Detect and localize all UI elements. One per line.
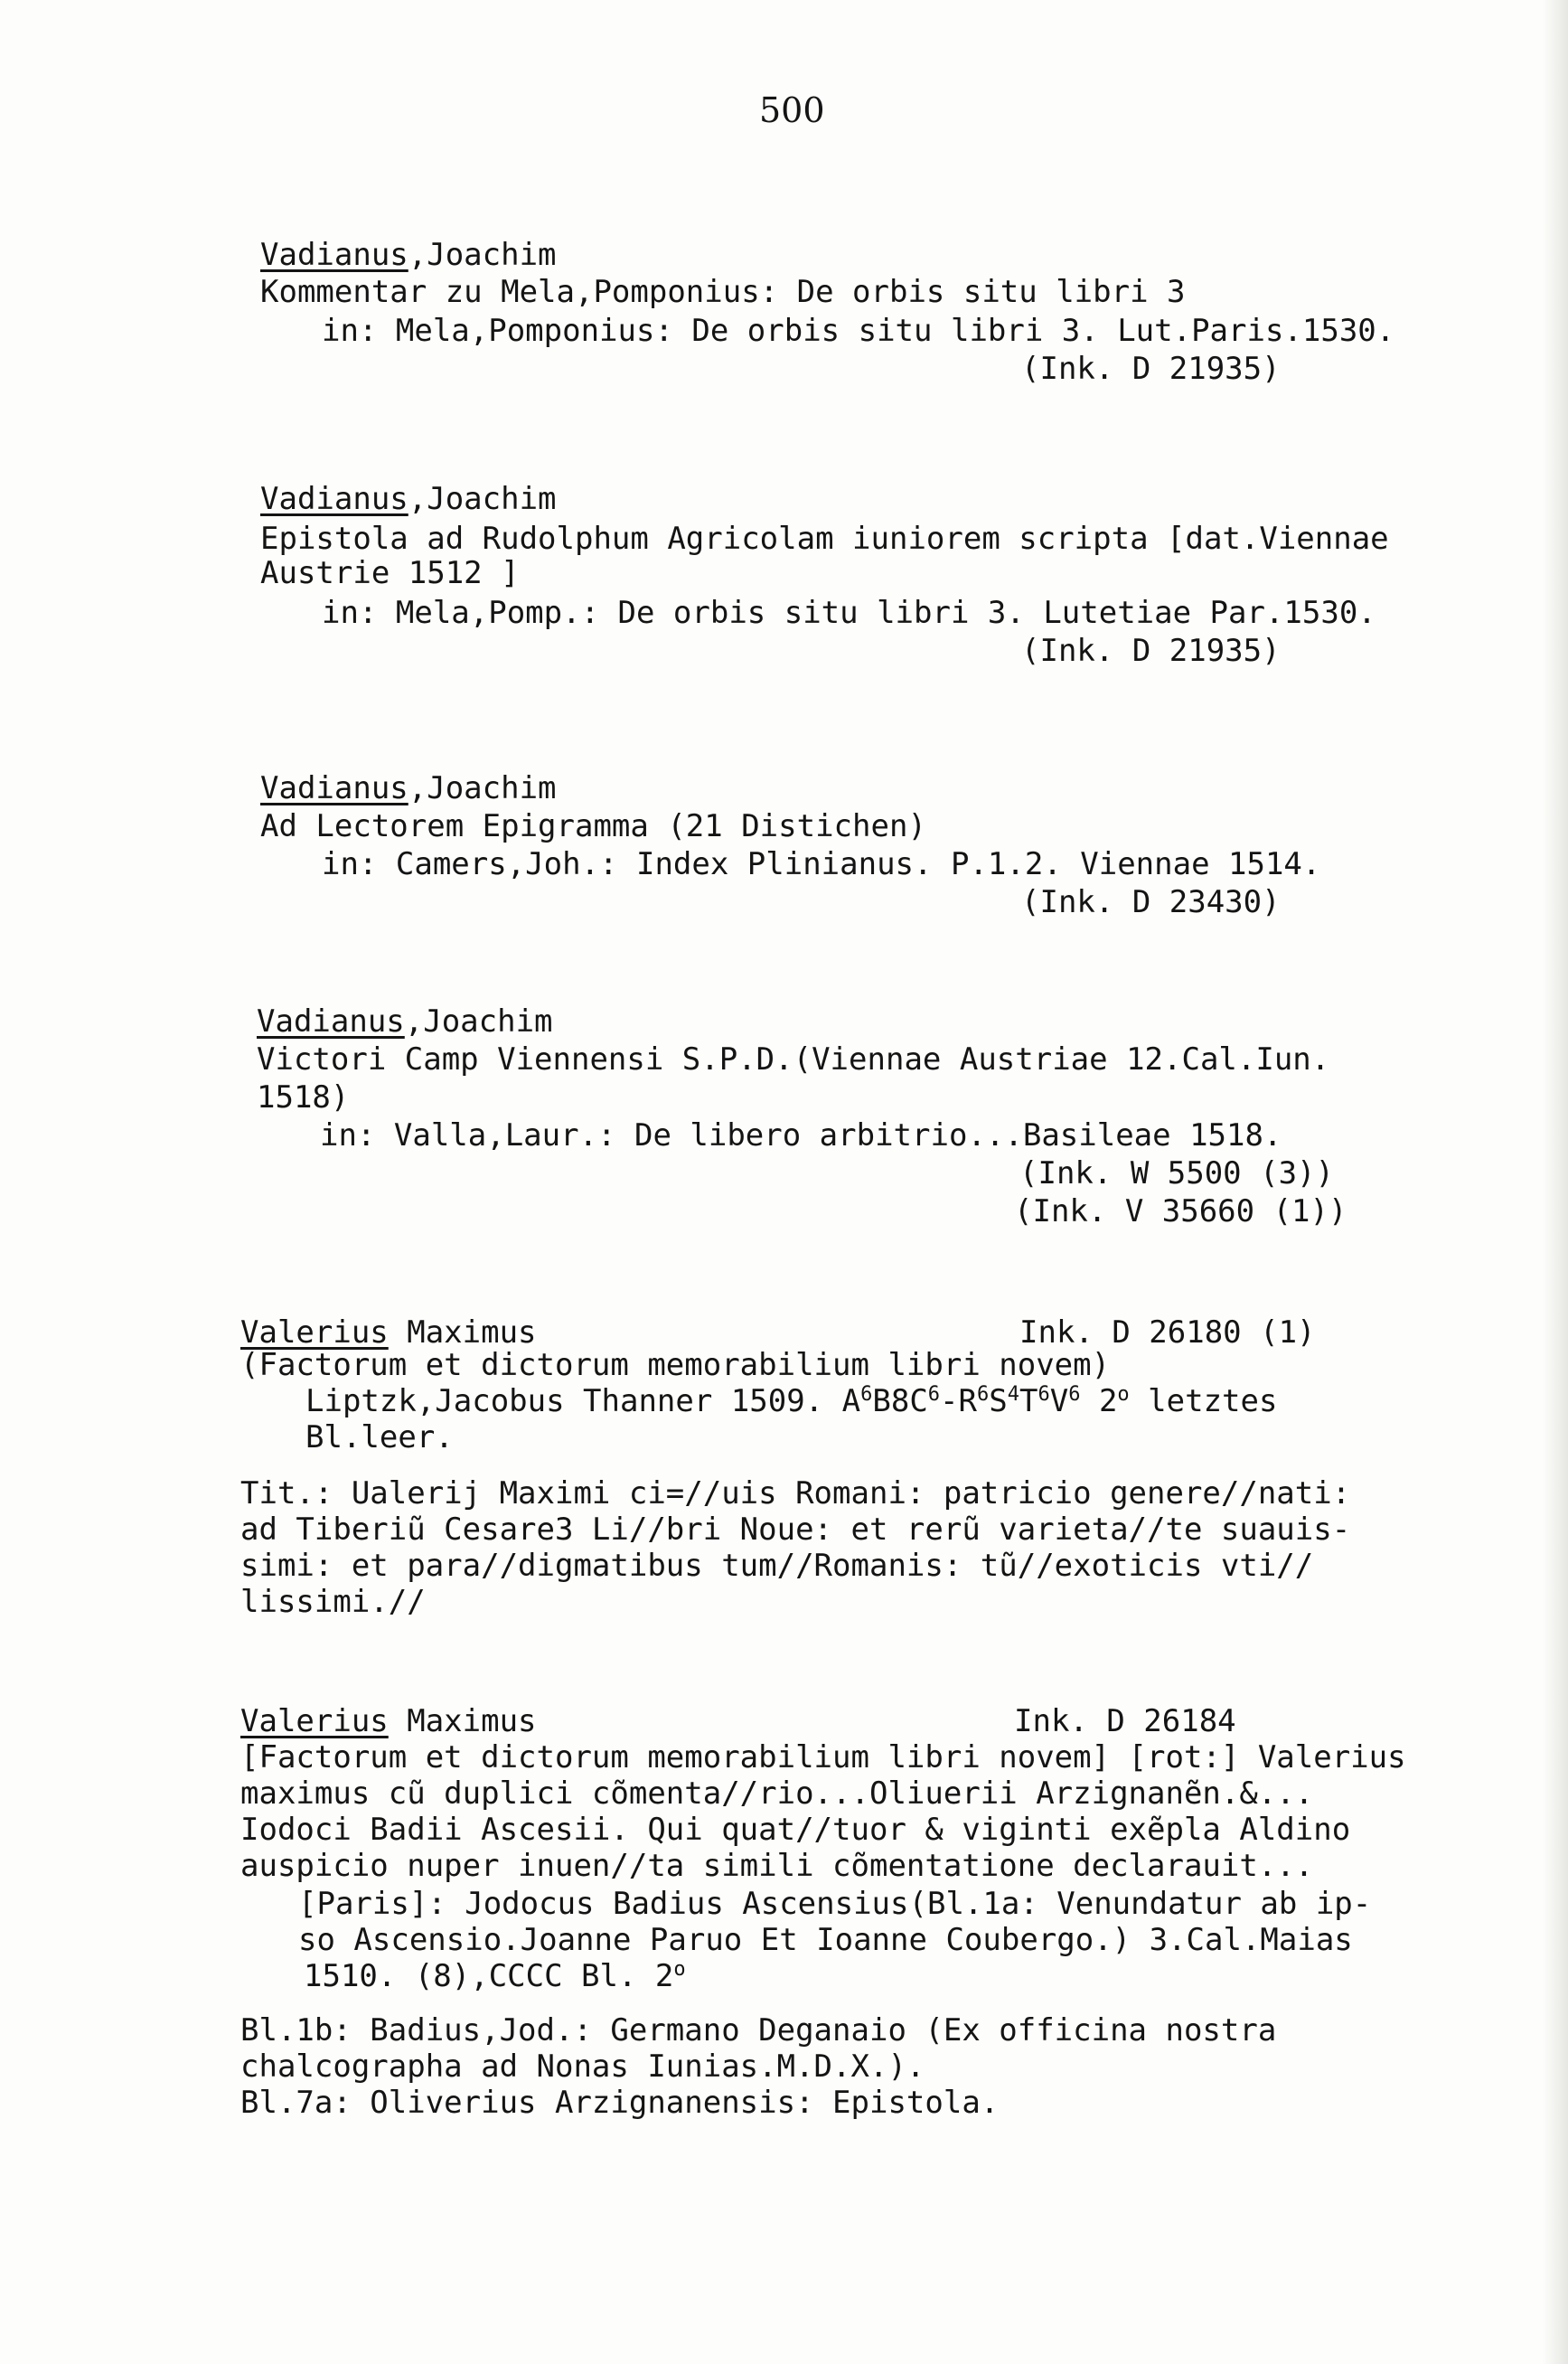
entry-title: (Factorum et dictorum memorabilium libri novem): [240, 1347, 1111, 1383]
entry-heading: [240, 1703, 537, 1739]
shelfmark: Ink. D 26184: [1014, 1703, 1236, 1739]
imprint-text: Liptzk,Jacobus Thanner 1509.: [305, 1383, 824, 1419]
page-edge-shadow: [1543, 0, 1568, 2364]
author-surname: Vadianus: [260, 770, 408, 806]
entry-title: Epistola ad Rudolphum Agricolam iuniorem scripta [dat.Viennae: [260, 521, 1389, 557]
entry-title: Victori Camp Viennensi S.P.D.(Viennae Austriae 12.Cal.Iun.: [257, 1041, 1330, 1078]
entry-heading: [240, 1314, 537, 1351]
author-forename: ,Joachim: [408, 237, 557, 273]
shelfmark: (Ink. W 5500 (3)): [1019, 1155, 1334, 1191]
entry-source: in: Valla,Laur.: De libero arbitrio...Basileae 1518.: [320, 1117, 1282, 1154]
shelfmark: (Ink. V 35660 (1)): [1014, 1193, 1347, 1229]
note-line: Bl.7a: Oliverius Arzignanensis: Epistola.: [240, 2085, 1000, 2121]
entry-title-continued: Austrie 1512 ]: [260, 555, 520, 591]
title-transcription: lissimi.//: [240, 1584, 426, 1620]
imprint-continued: so Ascensio.Joanne Paruo Et Ioanne Coubergo.) 3.Cal.Maias: [298, 1922, 1353, 1958]
entry-heading: [257, 1003, 553, 1040]
imprint: [Paris]: Jodocus Badius Ascensius(Bl.1a: Venundatur ab ip-: [298, 1886, 1372, 1922]
imprint: [305, 1383, 1277, 1419]
entry-heading: [260, 770, 557, 806]
imprint-continued: Bl.leer.: [305, 1419, 454, 1455]
page-number: 500: [759, 90, 825, 130]
entry-heading: [260, 481, 557, 517]
author-forename: ,Joachim: [408, 481, 557, 517]
author-surname: Vadianus: [260, 481, 408, 517]
note-line: Bl.1b: Badius,Jod.: Germano Deganaio (Ex officina nostra: [240, 2012, 1277, 2048]
shelfmark: (Ink. D 21935): [1021, 351, 1281, 387]
entry-source: in: Camers,Joh.: Index Plinianus. P.1.2. Viennae 1514.: [322, 846, 1321, 882]
entry-title: Ad Lectorem Epigramma (21 Distichen): [260, 808, 926, 844]
imprint-continued: 1510. (8),CCCC Bl. 2$^o$: [304, 1958, 686, 1994]
entry-heading: [260, 237, 557, 273]
author-surname: Vadianus: [260, 237, 408, 273]
shelfmark: Ink. D 26180 (1): [1019, 1314, 1316, 1351]
collation: $A^6B8C^6-R^6S^4T^6V^6$ 2$^o$ letztes: [841, 1383, 1278, 1419]
note-line: chalcographa ad Nonas Iunias.M.D.X.).: [240, 2048, 925, 2085]
title-transcription: ad Tiberiũ Cesare3 Li//bri Noue: et rerũ varieta//te suauis-: [240, 1512, 1351, 1548]
title-transcription: Tit.: Ualerij Maximi ci=//uis Romani: patricio genere//nati:: [240, 1475, 1351, 1512]
shelfmark: (Ink. D 21935): [1021, 633, 1281, 669]
entry-title-continued: maximus cũ duplici cõmenta//rio...Oliuerii Arzignanẽn.&...: [240, 1775, 1314, 1812]
entry-title-continued: 1518): [257, 1079, 350, 1116]
entry-title-continued: Iodoci Badii Ascesii. Qui quat//tuor & viginti exẽpla Aldino: [240, 1812, 1351, 1848]
entry-source: in: Mela,Pomp.: De orbis situ libri 3. Lutetiae Par.1530.: [322, 595, 1376, 631]
shelfmark: (Ink. D 23430): [1021, 884, 1281, 920]
author-forename: ,Joachim: [404, 1003, 553, 1040]
entry-source: in: Mela,Pomponius: De orbis situ libri 3. Lut.Paris.1530.: [322, 313, 1395, 349]
author-surname: Vadianus: [257, 1003, 405, 1040]
author-forename: Maximus: [388, 1314, 537, 1351]
entry-title: [Factorum et dictorum memorabilium libri novem] [rot:] Valerius: [240, 1739, 1406, 1775]
entry-title-continued: auspicio nuper inuen//ta simili cõmentatione declarauit...: [240, 1848, 1314, 1884]
author-surname: Valerius: [240, 1314, 389, 1351]
entry-title: Kommentar zu Mela,Pomponius: De orbis situ libri 3: [260, 274, 1186, 310]
title-transcription: simi: et para//digmatibus tum//Romanis: tũ//exoticis vti//: [240, 1548, 1314, 1584]
author-surname: Valerius: [240, 1703, 389, 1739]
author-forename: Maximus: [388, 1703, 537, 1739]
author-forename: ,Joachim: [408, 770, 557, 806]
